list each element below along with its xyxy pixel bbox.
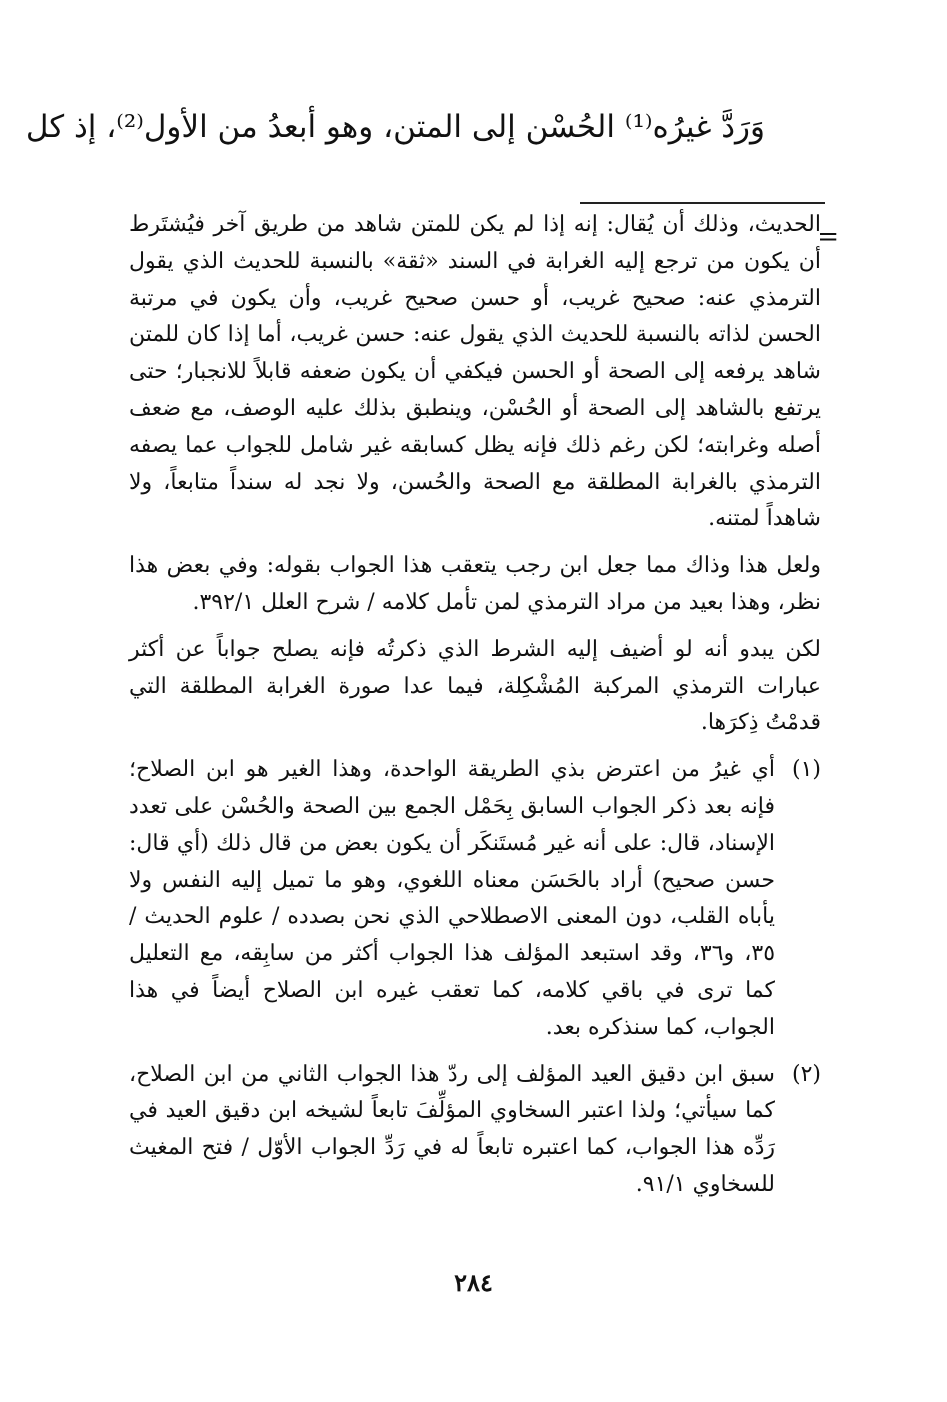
footnote-2-text: سبق ابن دقيق العيد المؤلف إلى ردّ هذا الجواب الثاني من ابن الصلاح، كما سيأتي؛ ولذا اعتبر السخاوي المؤلِّفَ تابعاً لشيخه ابن دقيق العيد في رَدِّه هذا الجواب، كما اعتبره تابعاً له في رَدِّ الجواب الأوّل / فتح المغيث للسخاوي ٩١/١. — [129, 1061, 775, 1197]
main-text-line: وَرَدَّ غيرُه⁽¹⁾ الحُسْن إلى المتن، وهو أبعدُ من الأول⁽²⁾، إذ كل — [25, 109, 765, 145]
continued-footnote-paragraph: الحديث، وذلك أن يُقال: إنه إذا لم يكن للمتن شاهد من طريق آخر فيُشتَرط أن يكون من ترجع إليه الغرابة في السند «ثقة» بالنسبة للحديث الذي يقول الترمذي عنه: صحيح غريب، أو حسن صحيح غريب، وأن يكون في مرتبة الحسن لذاته بالنسبة للحديث الذي يقول عنه: حسن غريب، أما إذا كان للمتن شاهد يرفعه إلى الصحة أو الحسن فيكفي أن يكون ضعفه قابلاً للانجبار؛ حتى يرتفع بالشاهد إلى الصحة أو الحُسْن، وينطبق بذلك عليه الوصف، مع ضعف أصله وغرابته؛ لكن رغم ذلك فإنه يظل كسابقه غير شامل للجواب عما يصفه الترمذي بالغرابة المطلقة مع الصحة والحُسن، ولا نجد له سنداً متابعاً، ولا شاهداً لمتنه. — [129, 212, 821, 532]
footnote-paragraph-3: لكن يبدو أنه لو أضيف إليه الشرط الذي ذكرتُه فإنه يصلح جواباً عن أكثر عبارات الترمذي المركبة المُشْكِلة، فيما عدا صورة الغرابة المطلقة التي قدمْتُ ذِكرَها. — [129, 636, 822, 736]
page-number: ٢٨٤ — [454, 1268, 493, 1297]
footnote-2 — [129, 1057, 821, 1204]
footnote-1-number: (١) — [791, 757, 821, 783]
footnote-paragraph-2: ولعل هذا وذاك مما جعل ابن رجب يتعقب هذا الجواب بقوله: وفي بعض هذا نظر، وهذا بعيد من مراد الترمذي لمن تأمل كلامه / شرح العلل ٣٩٢/١. — [129, 553, 821, 615]
footnote-1 — [129, 752, 821, 1046]
continuation-mark: = — [817, 222, 839, 252]
footnote-2-number: (٢) — [791, 1061, 821, 1087]
footnote-1-text: أي غيرُ من اعترض بذي الطريقة الواحدة، وهذا الغير هو ابن الصلاح؛ فإنه بعد ذكر الجواب السابق بِحَمْل الجمع بين الصحة والحُسْن على تعدد الإسناد، قال: على أنه غير مُستَنكَر أن يكون بعض من قال ذلك (أي قال: حسن صحيح) أراد بالحَسَن معناه اللغوي، وهو ما تميل إليه النفس ولا يأباه القلب، دون المعنى الاصطلاحي الذي نحن بصدده / علوم الحديث / ٣٥، و٣٦، وقد استبعد المؤلف هذا الجواب أكثر من سابِقه، مع التعليل كما ترى في باقي كلامه، كما تعقب غيره ابن الصلاح أيضاً في هذا الجواب، كما سنذكره بعد. — [129, 757, 776, 1040]
footnotes-area — [129, 207, 821, 1214]
footnote-separator — [580, 202, 825, 204]
